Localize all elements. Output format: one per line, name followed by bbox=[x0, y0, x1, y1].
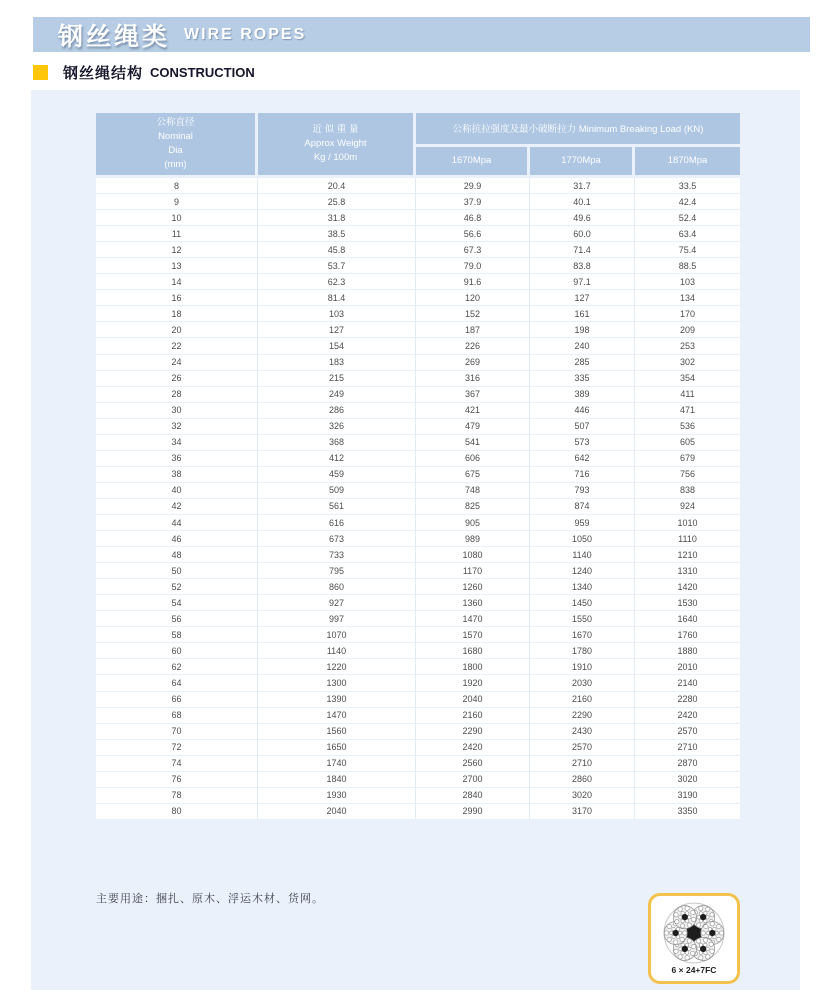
table-cell: 354 bbox=[635, 371, 740, 387]
table-row bbox=[96, 274, 740, 290]
table-cell: 30 bbox=[96, 403, 258, 419]
table-row bbox=[96, 499, 740, 515]
table-cell: 1670 bbox=[530, 627, 635, 643]
column-header-1770mpa: 1770Mpa bbox=[530, 147, 635, 178]
table-cell: 905 bbox=[416, 515, 530, 531]
table-cell: 874 bbox=[530, 499, 635, 515]
table-row bbox=[96, 740, 740, 756]
table-cell: 46 bbox=[96, 531, 258, 547]
table-cell: 1800 bbox=[416, 659, 530, 675]
table-row bbox=[96, 194, 740, 210]
table-cell: 68 bbox=[96, 708, 258, 724]
table-cell: 31.7 bbox=[530, 178, 635, 194]
table-cell: 286 bbox=[258, 403, 416, 419]
table-cell: 127 bbox=[258, 322, 416, 338]
table-cell: 825 bbox=[416, 499, 530, 515]
table-cell: 20 bbox=[96, 322, 258, 338]
table-cell: 459 bbox=[258, 467, 416, 483]
table-cell: 412 bbox=[258, 451, 416, 467]
table-row bbox=[96, 804, 740, 820]
table-cell: 1140 bbox=[258, 643, 416, 659]
table-cell: 411 bbox=[635, 387, 740, 403]
table-row bbox=[96, 515, 740, 531]
table-cell: 2710 bbox=[530, 756, 635, 772]
table-cell: 1170 bbox=[416, 563, 530, 579]
table-cell: 13 bbox=[96, 258, 258, 274]
table-cell: 2700 bbox=[416, 772, 530, 788]
table-cell: 25.8 bbox=[258, 194, 416, 210]
table-cell: 38.5 bbox=[258, 226, 416, 242]
table-row bbox=[96, 226, 740, 242]
table-cell: 3020 bbox=[530, 788, 635, 804]
table-cell: 103 bbox=[635, 274, 740, 290]
table-row bbox=[96, 322, 740, 338]
table-cell: 20.4 bbox=[258, 178, 416, 194]
table-cell: 756 bbox=[635, 467, 740, 483]
table-cell: 161 bbox=[530, 306, 635, 322]
table-cell: 62 bbox=[96, 659, 258, 675]
table-row bbox=[96, 579, 740, 595]
table-cell: 2430 bbox=[530, 724, 635, 740]
table-cell: 48 bbox=[96, 547, 258, 563]
table-cell: 58 bbox=[96, 627, 258, 643]
table-cell: 52 bbox=[96, 579, 258, 595]
table-cell: 170 bbox=[635, 306, 740, 322]
table-row bbox=[96, 210, 740, 226]
table-cell: 989 bbox=[416, 531, 530, 547]
column-header-weight-unit: Kg / 100m bbox=[313, 151, 358, 163]
table-cell: 240 bbox=[530, 338, 635, 354]
table-cell: 2990 bbox=[416, 804, 530, 820]
table-cell: 1450 bbox=[530, 595, 635, 611]
table-cell: 1680 bbox=[416, 643, 530, 659]
table-cell: 446 bbox=[530, 403, 635, 419]
column-header-diameter-cn: 公称直径 bbox=[156, 117, 195, 129]
table-cell: 183 bbox=[258, 355, 416, 371]
table-cell: 79.0 bbox=[416, 258, 530, 274]
table-cell: 26 bbox=[96, 371, 258, 387]
table-cell: 1640 bbox=[635, 611, 740, 627]
table-cell: 616 bbox=[258, 515, 416, 531]
table-cell: 1530 bbox=[635, 595, 740, 611]
table-cell: 2290 bbox=[530, 708, 635, 724]
table-cell: 2860 bbox=[530, 772, 635, 788]
column-header-diameter-en1: Nominal bbox=[158, 131, 193, 143]
table-cell: 573 bbox=[530, 435, 635, 451]
table-cell: 37.9 bbox=[416, 194, 530, 210]
table-cell: 52.4 bbox=[635, 210, 740, 226]
table-cell: 64 bbox=[96, 675, 258, 691]
table-row bbox=[96, 595, 740, 611]
table-row bbox=[96, 708, 740, 724]
table-cell: 134 bbox=[635, 290, 740, 306]
table-cell: 2870 bbox=[635, 756, 740, 772]
table-cell: 63.4 bbox=[635, 226, 740, 242]
table-cell: 3170 bbox=[530, 804, 635, 820]
table-cell: 1470 bbox=[416, 611, 530, 627]
table-cell: 606 bbox=[416, 451, 530, 467]
table-cell: 249 bbox=[258, 387, 416, 403]
table-row bbox=[96, 547, 740, 563]
table-cell: 793 bbox=[530, 483, 635, 499]
table-cell: 269 bbox=[416, 355, 530, 371]
table-row bbox=[96, 772, 740, 788]
table-cell: 74 bbox=[96, 756, 258, 772]
table-cell: 42.4 bbox=[635, 194, 740, 210]
table-cell: 2040 bbox=[258, 804, 416, 820]
table-cell: 10 bbox=[96, 210, 258, 226]
table-cell: 1760 bbox=[635, 627, 740, 643]
table-cell: 2030 bbox=[530, 675, 635, 691]
table-cell: 16 bbox=[96, 290, 258, 306]
table-cell: 60.0 bbox=[530, 226, 635, 242]
table-cell: 127 bbox=[530, 290, 635, 306]
table-cell: 316 bbox=[416, 371, 530, 387]
table-cell: 2140 bbox=[635, 675, 740, 691]
table-row bbox=[96, 483, 740, 499]
table-cell: 53.7 bbox=[258, 258, 416, 274]
rope-cross-section-box bbox=[648, 893, 740, 984]
table-row bbox=[96, 306, 740, 322]
table-cell: 2710 bbox=[635, 740, 740, 756]
table-cell: 22 bbox=[96, 338, 258, 354]
table-cell: 2570 bbox=[635, 724, 740, 740]
table-cell: 42 bbox=[96, 499, 258, 515]
table-cell: 541 bbox=[416, 435, 530, 451]
spec-table-body bbox=[96, 178, 740, 820]
table-cell: 38 bbox=[96, 467, 258, 483]
table-cell: 838 bbox=[635, 483, 740, 499]
table-cell: 60 bbox=[96, 643, 258, 659]
table-cell: 215 bbox=[258, 371, 416, 387]
table-cell: 18 bbox=[96, 306, 258, 322]
table-cell: 2010 bbox=[635, 659, 740, 675]
column-header-weight bbox=[258, 113, 416, 178]
table-cell: 507 bbox=[530, 419, 635, 435]
table-cell: 2040 bbox=[416, 692, 530, 708]
table-cell: 860 bbox=[258, 579, 416, 595]
table-cell: 642 bbox=[530, 451, 635, 467]
table-cell: 226 bbox=[416, 338, 530, 354]
table-cell: 1570 bbox=[416, 627, 530, 643]
table-cell: 81.4 bbox=[258, 290, 416, 306]
table-cell: 326 bbox=[258, 419, 416, 435]
table-cell: 1240 bbox=[530, 563, 635, 579]
table-cell: 3020 bbox=[635, 772, 740, 788]
table-cell: 40 bbox=[96, 483, 258, 499]
table-cell: 253 bbox=[635, 338, 740, 354]
table-cell: 29.9 bbox=[416, 178, 530, 194]
table-cell: 154 bbox=[258, 338, 416, 354]
table-cell: 1110 bbox=[635, 531, 740, 547]
table-cell: 509 bbox=[258, 483, 416, 499]
table-cell: 1390 bbox=[258, 692, 416, 708]
table-cell: 2290 bbox=[416, 724, 530, 740]
table-cell: 2280 bbox=[635, 692, 740, 708]
spec-table bbox=[96, 113, 740, 820]
table-row bbox=[96, 258, 740, 274]
rope-cross-section-icon bbox=[659, 899, 729, 967]
table-cell: 924 bbox=[635, 499, 740, 515]
table-cell: 1880 bbox=[635, 643, 740, 659]
column-header-weight-cn: 近 似 重 量 bbox=[312, 124, 359, 136]
table-cell: 1840 bbox=[258, 772, 416, 788]
table-cell: 36 bbox=[96, 451, 258, 467]
table-cell: 88.5 bbox=[635, 258, 740, 274]
table-cell: 1560 bbox=[258, 724, 416, 740]
table-row bbox=[96, 338, 740, 354]
table-cell: 1010 bbox=[635, 515, 740, 531]
table-cell: 1070 bbox=[258, 627, 416, 643]
table-row bbox=[96, 675, 740, 691]
table-row bbox=[96, 242, 740, 258]
table-row bbox=[96, 451, 740, 467]
table-cell: 46.8 bbox=[416, 210, 530, 226]
table-cell: 479 bbox=[416, 419, 530, 435]
page-header-bar bbox=[33, 17, 810, 52]
table-cell: 367 bbox=[416, 387, 530, 403]
table-cell: 959 bbox=[530, 515, 635, 531]
table-cell: 927 bbox=[258, 595, 416, 611]
table-cell: 83.8 bbox=[530, 258, 635, 274]
spec-table-head bbox=[96, 113, 740, 178]
yellow-bullet-icon bbox=[33, 65, 48, 80]
table-row bbox=[96, 531, 740, 547]
table-cell: 76 bbox=[96, 772, 258, 788]
table-cell: 66 bbox=[96, 692, 258, 708]
table-cell: 11 bbox=[96, 226, 258, 242]
column-header-1870mpa: 1870Mpa bbox=[635, 147, 740, 178]
table-cell: 673 bbox=[258, 531, 416, 547]
page-title-cn: 钢丝绳类 bbox=[58, 22, 171, 51]
table-cell: 1260 bbox=[416, 579, 530, 595]
table-cell: 9 bbox=[96, 194, 258, 210]
table-row bbox=[96, 290, 740, 306]
table-cell: 54 bbox=[96, 595, 258, 611]
table-cell: 209 bbox=[635, 322, 740, 338]
table-cell: 733 bbox=[258, 547, 416, 563]
table-cell: 389 bbox=[530, 387, 635, 403]
table-cell: 1340 bbox=[530, 579, 635, 595]
table-cell: 335 bbox=[530, 371, 635, 387]
table-cell: 62.3 bbox=[258, 274, 416, 290]
table-cell: 1740 bbox=[258, 756, 416, 772]
table-cell: 24 bbox=[96, 355, 258, 371]
table-row bbox=[96, 627, 740, 643]
table-cell: 198 bbox=[530, 322, 635, 338]
page-title-en: WIRE ROPES bbox=[184, 25, 307, 43]
table-row bbox=[96, 756, 740, 772]
table-cell: 120 bbox=[416, 290, 530, 306]
table-cell: 49.6 bbox=[530, 210, 635, 226]
table-cell: 1140 bbox=[530, 547, 635, 563]
table-cell: 1220 bbox=[258, 659, 416, 675]
table-cell: 72 bbox=[96, 740, 258, 756]
table-cell: 536 bbox=[635, 419, 740, 435]
table-cell: 1210 bbox=[635, 547, 740, 563]
table-cell: 471 bbox=[635, 403, 740, 419]
table-cell: 2420 bbox=[416, 740, 530, 756]
table-cell: 28 bbox=[96, 387, 258, 403]
table-cell: 80 bbox=[96, 804, 258, 820]
column-header-1670mpa: 1670Mpa bbox=[416, 147, 530, 178]
table-cell: 675 bbox=[416, 467, 530, 483]
table-cell: 1080 bbox=[416, 547, 530, 563]
table-cell: 748 bbox=[416, 483, 530, 499]
table-row bbox=[96, 692, 740, 708]
table-cell: 78 bbox=[96, 788, 258, 804]
table-cell: 1650 bbox=[258, 740, 416, 756]
table-cell: 12 bbox=[96, 242, 258, 258]
table-cell: 2160 bbox=[416, 708, 530, 724]
table-cell: 561 bbox=[258, 499, 416, 515]
table-row bbox=[96, 371, 740, 387]
table-row bbox=[96, 387, 740, 403]
table-row bbox=[96, 403, 740, 419]
table-cell: 8 bbox=[96, 178, 258, 194]
table-cell: 368 bbox=[258, 435, 416, 451]
table-row bbox=[96, 435, 740, 451]
table-cell: 75.4 bbox=[635, 242, 740, 258]
content-panel bbox=[31, 90, 800, 990]
table-cell: 3190 bbox=[635, 788, 740, 804]
table-cell: 40.1 bbox=[530, 194, 635, 210]
table-cell: 605 bbox=[635, 435, 740, 451]
table-row bbox=[96, 788, 740, 804]
table-cell: 997 bbox=[258, 611, 416, 627]
table-cell: 31.8 bbox=[258, 210, 416, 226]
table-cell: 2160 bbox=[530, 692, 635, 708]
section-title-en: CONSTRUCTION bbox=[150, 65, 255, 80]
table-row bbox=[96, 643, 740, 659]
rope-construction-label: 6 × 24+7FC bbox=[671, 965, 717, 975]
column-header-diameter-en2: Dia bbox=[168, 145, 183, 156]
table-cell: 1310 bbox=[635, 563, 740, 579]
table-cell: 285 bbox=[530, 355, 635, 371]
table-cell: 56.6 bbox=[416, 226, 530, 242]
table-row bbox=[96, 659, 740, 675]
table-cell: 34 bbox=[96, 435, 258, 451]
table-cell: 32 bbox=[96, 419, 258, 435]
section-header bbox=[33, 62, 255, 83]
usage-note: 主要用途：捆扎、原木、浮运木材、货网。 bbox=[96, 893, 324, 905]
table-cell: 795 bbox=[258, 563, 416, 579]
table-cell: 421 bbox=[416, 403, 530, 419]
table-cell: 44 bbox=[96, 515, 258, 531]
table-cell: 33.5 bbox=[635, 178, 740, 194]
table-row bbox=[96, 419, 740, 435]
table-cell: 71.4 bbox=[530, 242, 635, 258]
table-cell: 1360 bbox=[416, 595, 530, 611]
table-row bbox=[96, 724, 740, 740]
table-cell: 2570 bbox=[530, 740, 635, 756]
table-row bbox=[96, 611, 740, 627]
table-cell: 2560 bbox=[416, 756, 530, 772]
table-cell: 1550 bbox=[530, 611, 635, 627]
table-cell: 67.3 bbox=[416, 242, 530, 258]
table-cell: 1470 bbox=[258, 708, 416, 724]
table-cell: 14 bbox=[96, 274, 258, 290]
table-row bbox=[96, 355, 740, 371]
column-header-diameter-unit: (mm) bbox=[164, 158, 187, 170]
table-cell: 50 bbox=[96, 563, 258, 579]
table-cell: 97.1 bbox=[530, 274, 635, 290]
table-cell: 1920 bbox=[416, 675, 530, 691]
table-cell: 45.8 bbox=[258, 242, 416, 258]
column-header-diameter bbox=[96, 113, 258, 178]
column-header-weight-en: Approx Weight bbox=[304, 138, 367, 150]
table-cell: 103 bbox=[258, 306, 416, 322]
table-cell: 152 bbox=[416, 306, 530, 322]
table-cell: 716 bbox=[530, 467, 635, 483]
table-cell: 70 bbox=[96, 724, 258, 740]
table-cell: 1910 bbox=[530, 659, 635, 675]
table-cell: 1050 bbox=[530, 531, 635, 547]
table-cell: 1930 bbox=[258, 788, 416, 804]
table-cell: 679 bbox=[635, 451, 740, 467]
table-cell: 3350 bbox=[635, 804, 740, 820]
table-cell: 1780 bbox=[530, 643, 635, 659]
table-cell: 2840 bbox=[416, 788, 530, 804]
table-row bbox=[96, 178, 740, 194]
table-cell: 1300 bbox=[258, 675, 416, 691]
table-row bbox=[96, 467, 740, 483]
column-header-breaking-load-group: 公称抗拉强度及最小破断拉力 Minimum Breaking Load (KN) bbox=[416, 113, 740, 147]
table-cell: 187 bbox=[416, 322, 530, 338]
table-cell: 56 bbox=[96, 611, 258, 627]
table-row bbox=[96, 563, 740, 579]
table-cell: 91.6 bbox=[416, 274, 530, 290]
table-cell: 302 bbox=[635, 355, 740, 371]
table-cell: 2420 bbox=[635, 708, 740, 724]
table-cell: 1420 bbox=[635, 579, 740, 595]
section-title-cn: 钢丝绳结构 bbox=[63, 65, 144, 82]
